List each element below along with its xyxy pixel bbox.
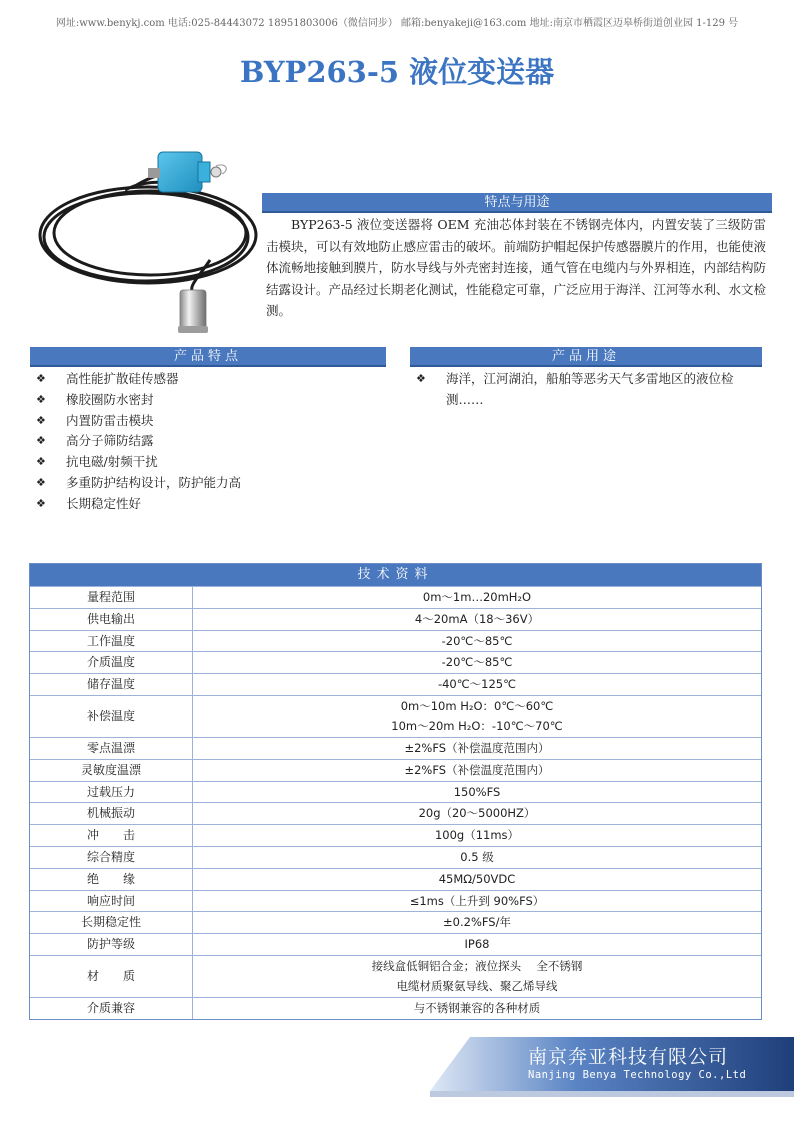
- contact-line: 网址:www.benykj.com 电话:025-84443072 18951803006（微信同步） 邮箱:benyakeji@163.com 地址:南京市栖霞区迈皋桥街道创业园 1-129 号: [55, 18, 739, 29]
- list-item: ❖ 高性能扩散硅传感器: [30, 369, 386, 390]
- table-row: [30, 695, 761, 737]
- table-row: [30, 846, 761, 868]
- diamond-bullet-icon: ❖: [36, 475, 46, 489]
- spec-key: 量程范围: [30, 587, 193, 609]
- table-row: [30, 868, 761, 890]
- spec-value: -40℃～125℃: [193, 674, 762, 696]
- table-row: [30, 997, 761, 1018]
- tech-specs-table: [29, 563, 762, 1020]
- table-row: [30, 934, 761, 956]
- spec-value: ±0.2%FS/年: [193, 912, 762, 934]
- product-features-header: 产品特点: [30, 347, 386, 367]
- table-row: [30, 825, 761, 847]
- table-row: [30, 674, 761, 696]
- table-row: [30, 781, 761, 803]
- spec-key: 灵敏度温漂: [30, 759, 193, 781]
- list-item: ❖ 橡胶圈防水密封: [30, 390, 386, 411]
- list-item: ❖ 海洋，江河湖泊，船舶等恶劣天气多雷地区的液位检测……: [416, 371, 734, 407]
- table-row: [30, 587, 761, 609]
- tech-specs-header: 技术资料: [30, 564, 761, 586]
- table-row: [30, 759, 761, 781]
- product-features-list: [30, 369, 386, 515]
- spec-value: -20℃～85℃: [193, 630, 762, 652]
- list-item: ❖ 多重防护结构设计，防护能力高: [30, 473, 386, 494]
- spec-key: 介质兼容: [30, 997, 193, 1018]
- spec-key: 材 质: [30, 955, 193, 997]
- product-uses-header: 产品用途: [410, 347, 762, 367]
- table-row: [30, 890, 761, 912]
- company-name-cn: 南京奔亚科技有限公司: [528, 1046, 729, 1068]
- spec-key: 冲 击: [30, 825, 193, 847]
- list-item: ❖ 抗电磁/射频干扰: [30, 452, 386, 473]
- spec-value: [193, 955, 762, 997]
- spec-key: 绝 缘: [30, 868, 193, 890]
- spec-value-line: 接线盒低铜铝合金；液位探头 全不锈钢: [371, 958, 583, 973]
- product-uses-list: [410, 369, 760, 411]
- diamond-bullet-icon: ❖: [36, 455, 46, 469]
- diamond-bullet-icon: ❖: [36, 413, 46, 427]
- spec-value: 与不锈钢兼容的各种材质: [193, 997, 762, 1018]
- product-description: BYP263-5 液位变送器将 OEM 充油芯体封装在不锈钢壳体内，内置安装了三级防雷击模块，可以有效地防止感应雷击的破坏。前端防护帽起保护传感器膜片的作用，也能使液体流畅地接触到膜片，防水导线与外壳密封连接，通气管在电缆内与外界相连，内部结构防结露设计。产品经过长期老化测试，性能稳定可靠，广泛应用于海洋、江河等水利、水文检测。: [266, 217, 767, 318]
- spec-value: 150%FS: [193, 781, 762, 803]
- spec-key: 储存温度: [30, 674, 193, 696]
- spec-value-line: 电缆材质聚氨导线、聚乙烯导线: [396, 979, 558, 994]
- spec-value-line: 10m～20m H₂O：-10℃～70℃: [391, 719, 563, 734]
- table-row: [30, 737, 761, 759]
- table-row: [30, 803, 761, 825]
- spec-key: 工作温度: [30, 630, 193, 652]
- table-row: [30, 630, 761, 652]
- diamond-bullet-icon: ❖: [416, 372, 426, 385]
- spec-key: 零点温漂: [30, 737, 193, 759]
- table-row: [30, 955, 761, 997]
- spec-key: 防护等级: [30, 934, 193, 956]
- page-title: BYP263-5 液位变送器: [239, 55, 555, 89]
- spec-value: ≤1ms（上升到 90%FS）: [193, 890, 762, 912]
- diamond-bullet-icon: ❖: [36, 392, 46, 406]
- spec-value: ±2%FS（补偿温度范围内）: [193, 759, 762, 781]
- diamond-bullet-icon: ❖: [36, 372, 46, 385]
- spec-key: 长期稳定性: [30, 912, 193, 934]
- table-row: [30, 608, 761, 630]
- table-row: [30, 912, 761, 934]
- spec-value: 4～20mA（18～36V）: [193, 608, 762, 630]
- features-uses-header: 特点与用途: [262, 193, 772, 213]
- spec-key: 机械振动: [30, 803, 193, 825]
- spec-value: IP68: [193, 934, 762, 956]
- spec-key: 供电输出: [30, 608, 193, 630]
- list-item: ❖ 内置防雷击模块: [30, 411, 386, 432]
- spec-value: 0m～1m…20mH₂O: [193, 587, 762, 609]
- spec-value: 100g（11ms）: [193, 825, 762, 847]
- diamond-bullet-icon: ❖: [36, 496, 46, 510]
- spec-value-line: 0m～10m H₂O：0℃～60℃: [400, 698, 554, 713]
- table-row: [30, 652, 761, 674]
- spec-key: 过载压力: [30, 781, 193, 803]
- spec-key: 响应时间: [30, 890, 193, 912]
- spec-key: 介质温度: [30, 652, 193, 674]
- list-item: ❖ 长期稳定性好: [30, 494, 386, 515]
- spec-value: 45MΩ/50VDC: [193, 868, 762, 890]
- list-item: ❖ 高分子筛防结露: [30, 431, 386, 452]
- spec-value: 0.5 级: [193, 846, 762, 868]
- spec-value: 20g（20～5000HZ）: [193, 803, 762, 825]
- diamond-bullet-icon: ❖: [36, 434, 46, 448]
- company-name-en: Nanjing Benya Technology Co.,Ltd: [528, 1069, 747, 1081]
- spec-value: -20℃～85℃: [193, 652, 762, 674]
- product-image: [30, 140, 260, 340]
- spec-value: [193, 695, 762, 737]
- spec-value: ±2%FS（补偿温度范围内）: [193, 737, 762, 759]
- spec-key: 综合精度: [30, 846, 193, 868]
- spec-key: 补偿温度: [30, 695, 193, 737]
